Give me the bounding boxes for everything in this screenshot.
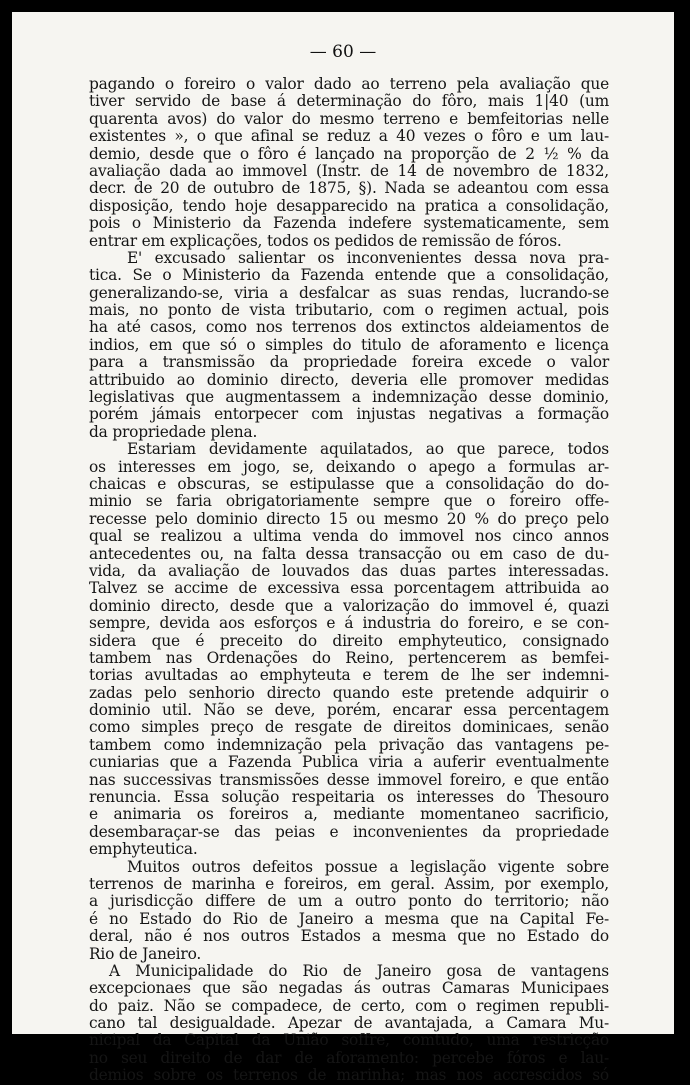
text-line: antecedentes ou, na falta dessa transacção ou em caso de du- <box>89 544 609 563</box>
text-line: como simples preço de resgate de direitos dominicaes, senão <box>89 718 609 737</box>
text-line: legislativas que augmentassem a indemnização desse dominio, <box>89 388 609 407</box>
text-line: qual se realizou a ultima venda do immovel nos cinco annos <box>89 527 609 546</box>
text-line: Talvez se accime de excessiva essa porcentagem attribuida ao <box>89 579 609 598</box>
text-line: dominio directo, desde que a valorização do immovel é, quazi <box>89 596 609 615</box>
text-line: a jurisdicção differe de um a outro ponto do territorio; não <box>89 892 609 911</box>
text-line: sidera que é preceito do direito emphyteutico, consignado <box>89 631 609 650</box>
text-line: emphyteutica. <box>89 840 198 859</box>
text-line: vida, da avaliação de louvados das duas partes interessadas. <box>89 561 609 580</box>
text-line: terrenos de marinha e foreiros, em geral. Assim, por exemplo, <box>89 874 609 893</box>
text-line: nicipal da Capital da União soffre, comtudo, uma restricção <box>89 1031 609 1050</box>
text-line: E' excusado salientar os inconvenientes dessa nova pra- <box>127 248 609 267</box>
text-line: ha até casos, como nos terrenos dos extinctos aldeiamentos de <box>89 318 609 337</box>
text-line: minio se faria obrigatoriamente sempre que o foreiro offe- <box>89 492 609 511</box>
text-line: mais, no ponto de vista tributario, com o regimen actual, pois <box>89 301 609 320</box>
text-line: indios, em que só o simples do titulo de aforamento e licença <box>89 335 609 354</box>
text-line: tambem nas Ordenações do Reino, pertencerem as bemfei- <box>89 648 609 667</box>
text-line: pagando o foreiro o valor dado ao terreno pela avaliação que <box>89 75 609 93</box>
text-line: torias avultadas ao emphyteuta e terem de lhe ser indemni- <box>89 666 609 685</box>
text-line: no seu direito de dar de aforamento: percebe fóros e lau- <box>89 1048 609 1067</box>
text-line: zadas pelo senhorio directo quando este pretende adquirir o <box>89 683 609 702</box>
text-line: os interesses em jogo, se, deixando o apego a formulas ar- <box>89 457 609 476</box>
text-line: attribuido ao dominio directo, deveria elle promover medidas <box>89 370 609 389</box>
text-line: porém jámais entorpecer com injustas negativas a formação <box>89 405 609 424</box>
text-line: excepcionaes que são negadas ás outras Camaras Municipaes <box>89 979 609 998</box>
text-line: existentes », o que afinal se reduz a 40 vezes o fôro e um lau- <box>89 127 609 146</box>
text-line: sempre, devida aos esforços e á industria do foreiro, e se con- <box>89 614 609 633</box>
text-line: do paiz. Não se compadece, de certo, com o regimen republi- <box>89 996 609 1015</box>
text-line: tiver servido de base á determinação do fôro, mais 1|40 (um <box>89 92 609 111</box>
text-line: renuncia. Essa solução respeitaria os interesses do Thesouro <box>89 788 609 807</box>
text-line: Estariam devidamente aquilatados, ao que parece, todos <box>127 440 609 459</box>
text-line: demios sobre os terrenos de marinha; mas nos accrescidos só <box>89 1066 609 1085</box>
text-line: chaicas e obscuras, se estipulasse que a consolidação do do- <box>89 474 609 493</box>
body-text <box>89 76 609 1085</box>
text-line: Muitos outros defeitos possue a legislação vigente sobre <box>127 857 609 876</box>
text-line: deral, não é nos outros Estados a mesma que no Estado do <box>89 927 609 946</box>
text-line: e animaria os foreiros a, mediante momentaneo sacrificio, <box>89 805 609 824</box>
text-line: da propriedade plena. <box>89 422 258 441</box>
text-line: cuniarias que a Fazenda Publica viria a auferir eventualmente <box>89 753 609 772</box>
text-line: dominio util. Não se deve, porém, encarar essa percentagem <box>89 701 609 720</box>
text-line: A Municipalidade do Rio de Janeiro gosa de vantagens <box>109 961 609 980</box>
document-page <box>12 12 674 1085</box>
text-line: generalizando-se, viria a desfalcar as suas rendas, lucrando-se <box>89 283 609 302</box>
text-line: recesse pelo dominio directo 15 ou mesmo 20 % do preço pelo <box>89 509 609 528</box>
text-line: tica. Se o Ministerio da Fazenda entende que a consolidação, <box>89 266 609 285</box>
text-line: entrar em explicações, todos os pedidos de remissão de fóros. <box>89 231 562 250</box>
text-line: demio, desde que o fôro é lançado na proporção de 2 ½ % da <box>89 144 609 163</box>
text-line: avaliação dada ao immovel (Instr. de 14 de novembro de 1832, <box>89 161 609 180</box>
text-line: Rio de Janeiro. <box>89 944 202 963</box>
text-line: disposição, tendo hoje desapparecido na pratica a consolidação, <box>89 196 609 215</box>
text-line: pois o Ministerio da Fazenda indefere systematicamente, sem <box>89 214 609 233</box>
text-line: desembaraçar-se das peias e inconvenientes da propriedade <box>89 822 609 841</box>
text-line: cano tal desigualdade. Apezar de avantajada, a Camara Mu- <box>89 1014 609 1033</box>
text-line: nas successivas transmissões desse immovel foreiro, e que então <box>89 770 609 789</box>
text-line: decr. de 20 de outubro de 1875, §). Nada se adeantou com essa <box>89 179 609 198</box>
text-line: tambem como indemnização pela privação das vantagens pe- <box>89 735 609 754</box>
page-number: — 60 — <box>309 42 377 62</box>
text-line: quarenta avos) do valor do mesmo terreno e bemfeitorias nelle <box>89 109 609 128</box>
text-line: é no Estado do Rio de Janeiro a mesma que na Capital Fe- <box>89 909 609 928</box>
text-line: para a transmissão da propriedade foreira excede o valor <box>89 353 609 372</box>
